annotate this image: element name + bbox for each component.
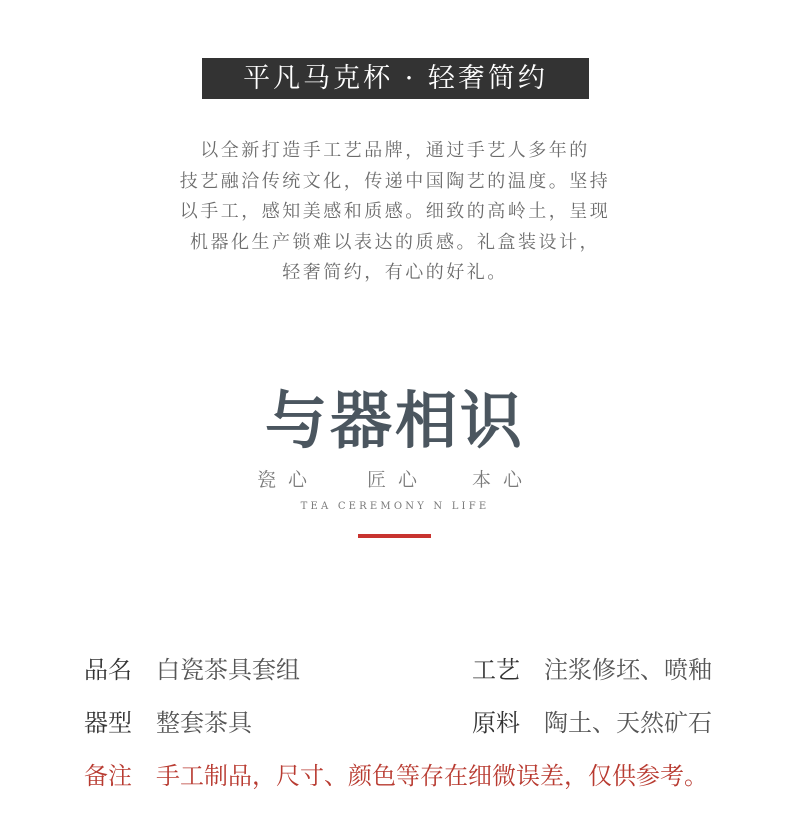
intro-line: 以手工，感知美感和质感。细致的高岭土，呈现: [179, 201, 611, 222]
spec-value: 手工制品，尺寸、颜色等存在细微误差，仅供参考。: [156, 762, 708, 790]
spec-label: 器型: [84, 709, 132, 737]
subline-word: 本心: [472, 469, 535, 491]
english-tagline: TEA CEREMONY N LIFE: [300, 501, 490, 512]
spec-value: 白瓷茶具套组: [156, 656, 300, 684]
spec-value: 整套茶具: [156, 709, 252, 737]
spec-note: [84, 761, 708, 791]
intro-line: 机器化生产锁难以表达的质感。礼盒装设计，: [190, 231, 600, 253]
spec-label: 备注: [84, 762, 132, 790]
section-heading: 与器相识: [264, 384, 525, 457]
spec-material: [472, 708, 712, 738]
spec-vessel-type: [84, 708, 252, 738]
spec-value: 陶土、天然矿石: [544, 709, 712, 737]
spec-label: 工艺: [472, 656, 520, 684]
intro-paragraph: [140, 136, 650, 289]
spec-label: 原料: [472, 709, 520, 737]
intro-line: 技艺融洽传统文化，传递中国陶艺的温度。坚持: [179, 170, 611, 192]
spec-value: 注浆修坯、喷釉: [544, 656, 712, 684]
accent-divider: [358, 534, 431, 538]
title-banner: [202, 58, 589, 99]
spec-label: 品名: [84, 656, 132, 684]
intro-line: 轻奢简约，有心的好礼。: [282, 262, 508, 283]
spec-product-name: [84, 655, 300, 685]
spec-craft: [472, 655, 712, 685]
subline-word: 匠心: [367, 469, 430, 491]
subline-word: 瓷心: [257, 469, 320, 491]
intro-line: 以全新打造手工艺品牌，通过手艺人多年的: [200, 140, 590, 161]
banner-title: 平凡马克杯 · 轻奢简约: [243, 63, 548, 94]
